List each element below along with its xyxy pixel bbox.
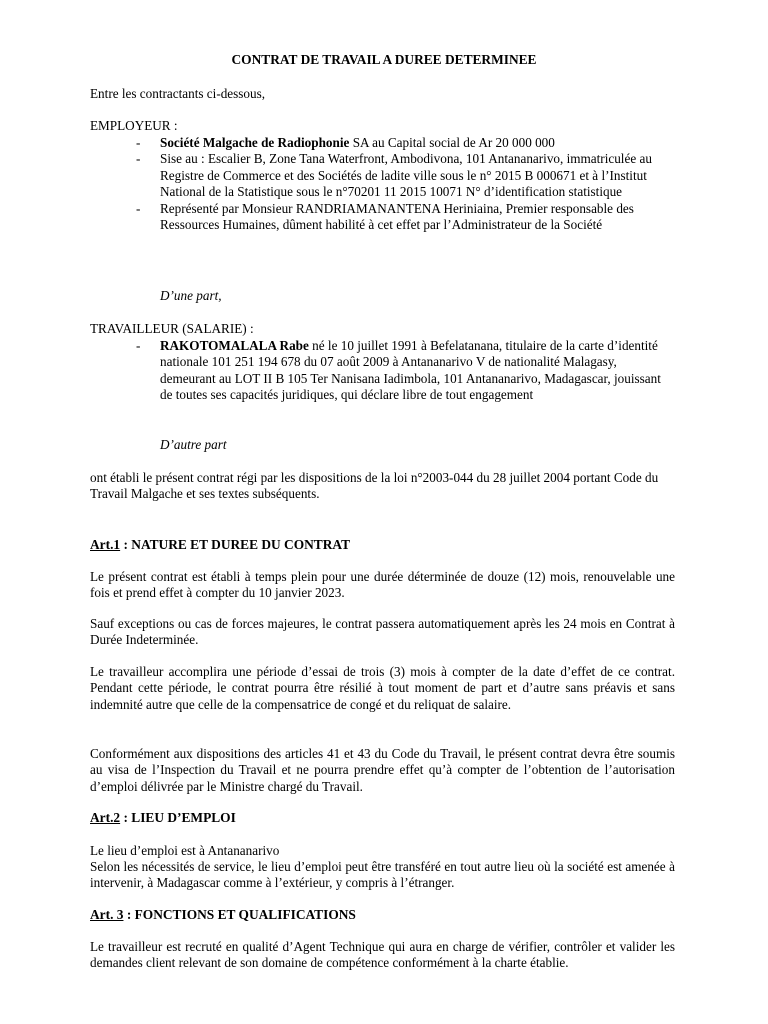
article-2-number: Art.2 xyxy=(90,810,121,825)
worker-details: né le 10 juillet 1991 à Befelatanana, titulaire de la carte d’identité nationale 101 251 194 678 du 07 août 2009 à Antananarivo V de nationalité Malagasy, demeurant au LOT II B 105 Ter Nanisana Iadimbola, 101 Antananarivo, Madagascar, jouissant de toutes ses capacités juridiques, qui déclare libre de tout engagement xyxy=(160,338,661,403)
employer-list xyxy=(90,135,670,233)
article-1-title: : NATURE ET DUREE DU CONTRAT xyxy=(120,537,351,552)
worker-label: TRAVAILLEUR (SALARIE) : xyxy=(90,321,254,336)
dash-bullet: - xyxy=(136,338,141,353)
article-3-heading xyxy=(90,907,356,923)
employer-item xyxy=(90,135,670,151)
article-1-paragraph: Le présent contrat est établi à temps plein pour une durée déterminée de douze (12) mois, renouvelable une fois et prend effet à compter du 10 janvier 2023. xyxy=(90,569,675,601)
article-3-number: Art. 3 xyxy=(90,907,124,922)
employer-label: EMPLOYEUR : xyxy=(90,118,178,133)
employer-company-name: Société Malgache de Radiophonie xyxy=(160,135,350,150)
employer-address: Sise au : Escalier B, Zone Tana Waterfront, Ambodivona, 101 Antananarivo, immatriculée au Registre de Commerce et des Sociétés de ladite ville sous le n° 2015 B 000671 et à l’Institut National de la Statistique sous le n°70201 11 2015 10071 N° d’identification statistique xyxy=(160,151,652,200)
worker-item xyxy=(90,338,670,404)
article-1-number: Art.1 xyxy=(90,537,121,552)
dash-bullet: - xyxy=(136,200,141,216)
article-1-heading xyxy=(90,537,350,553)
preamble: ont établi le présent contrat régi par les dispositions de la loi n°2003-044 du 28 juillet 2004 portant Code du Travail Malgache et ses textes subséquents. xyxy=(90,470,659,502)
worker-list xyxy=(90,338,670,404)
employer-item xyxy=(90,201,670,234)
second-party-note: D’autre part xyxy=(160,437,227,452)
dash-bullet: - xyxy=(136,135,141,150)
dash-bullet: - xyxy=(136,151,141,167)
article-1-paragraph: Sauf exceptions ou cas de forces majeures, le contrat passera automatiquement après les 24 mois en Contrat à Durée Indeterminée. xyxy=(90,616,675,648)
article-2-paragraph: Le lieu d’emploi est à Antananarivo xyxy=(90,843,280,858)
employer-company-capital: SA au Capital social de Ar 20 000 000 xyxy=(349,135,555,150)
article-3-title: : FONCTIONS ET QUALIFICATIONS xyxy=(123,907,356,922)
article-2-heading xyxy=(90,810,236,826)
article-2-paragraph: Selon les nécessités de service, le lieu d’emploi peut être transféré en tout autre lieu où la société est amenée à intervenir, à Madagascar comme à l’extérieur, y compris à l’étranger. xyxy=(90,859,675,891)
article-1-paragraph: Conformément aux dispositions des articles 41 et 43 du Code du Travail, le présent contrat devra être soumis au visa de l’Inspection du Travail et ne pourra prendre effet qu’à compter de l’obtention de l’autorisation d’emploi délivrée par le Ministre chargé du Travail. xyxy=(90,746,675,794)
intro-line: Entre les contractants ci-dessous, xyxy=(90,86,266,101)
article-3-paragraph: Le travailleur est recruté en qualité d’Agent Technique qui aura en charge de vérifier, contrôler et valider les demandes client relevant de son domaine de compétence conformément à la charte établie. xyxy=(90,939,675,971)
first-party-note: D’une part, xyxy=(160,288,222,303)
employer-item xyxy=(90,151,670,200)
document-title: CONTRAT DE TRAVAIL A DUREE DETERMINEE xyxy=(231,52,537,67)
article-1-paragraph: Le travailleur accomplira une période d’essai de trois (3) mois à compter de la date d’effet de ce contrat. Pendant cette période, le contrat pourra être résilié à tout moment de part et d’autre sans préavis et sans indemnité autre que celle de la compensatrice de congé et du reliquat de salaire. xyxy=(90,664,675,712)
article-2-title: : LIEU D’EMPLOI xyxy=(120,810,236,825)
worker-name: RAKOTOMALALA Rabe xyxy=(160,338,309,353)
employer-representative: Représenté par Monsieur RANDRIAMANANTENA Heriniaina, Premier responsable des Ressources Humaines, dûment habilité à cet effet par l’Administrateur de la Société xyxy=(160,200,634,233)
